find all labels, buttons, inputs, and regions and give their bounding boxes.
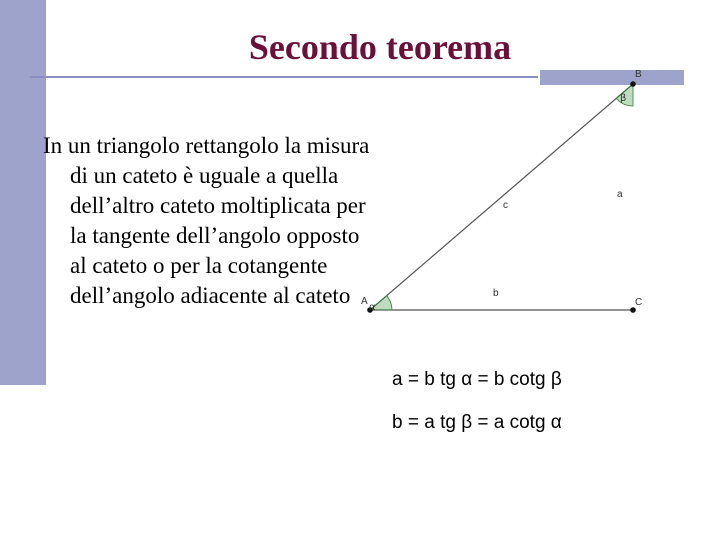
angle-beta-label: β — [620, 93, 627, 104]
theorem-text: In un triangolo rettangolo la misura di un cateto è uguale a quella dell’altro cateto moltiplicata per la tangente dell’angolo opposto al cateto o per la cotangente dell’angolo adiacente al cateto — [43, 133, 370, 308]
hypotenuse-line — [370, 84, 633, 310]
vertex-a-label: A — [361, 296, 368, 307]
vertex-c-label: C — [635, 297, 643, 308]
side-a-label: a — [617, 189, 623, 200]
side-c-label: c — [503, 200, 508, 211]
vertex-c-point — [630, 307, 636, 313]
vertex-b-label: B — [635, 69, 642, 80]
vertex-b-point — [630, 81, 636, 87]
side-b-label: b — [493, 288, 499, 299]
formula-line-2: b = a tg β = a cotg α — [392, 412, 562, 433]
angle-alpha-label: α — [369, 302, 376, 313]
formula-line-1: a = b tg α = b cotg β — [392, 369, 562, 390]
slide-title: Secondo teorema — [248, 27, 512, 67]
